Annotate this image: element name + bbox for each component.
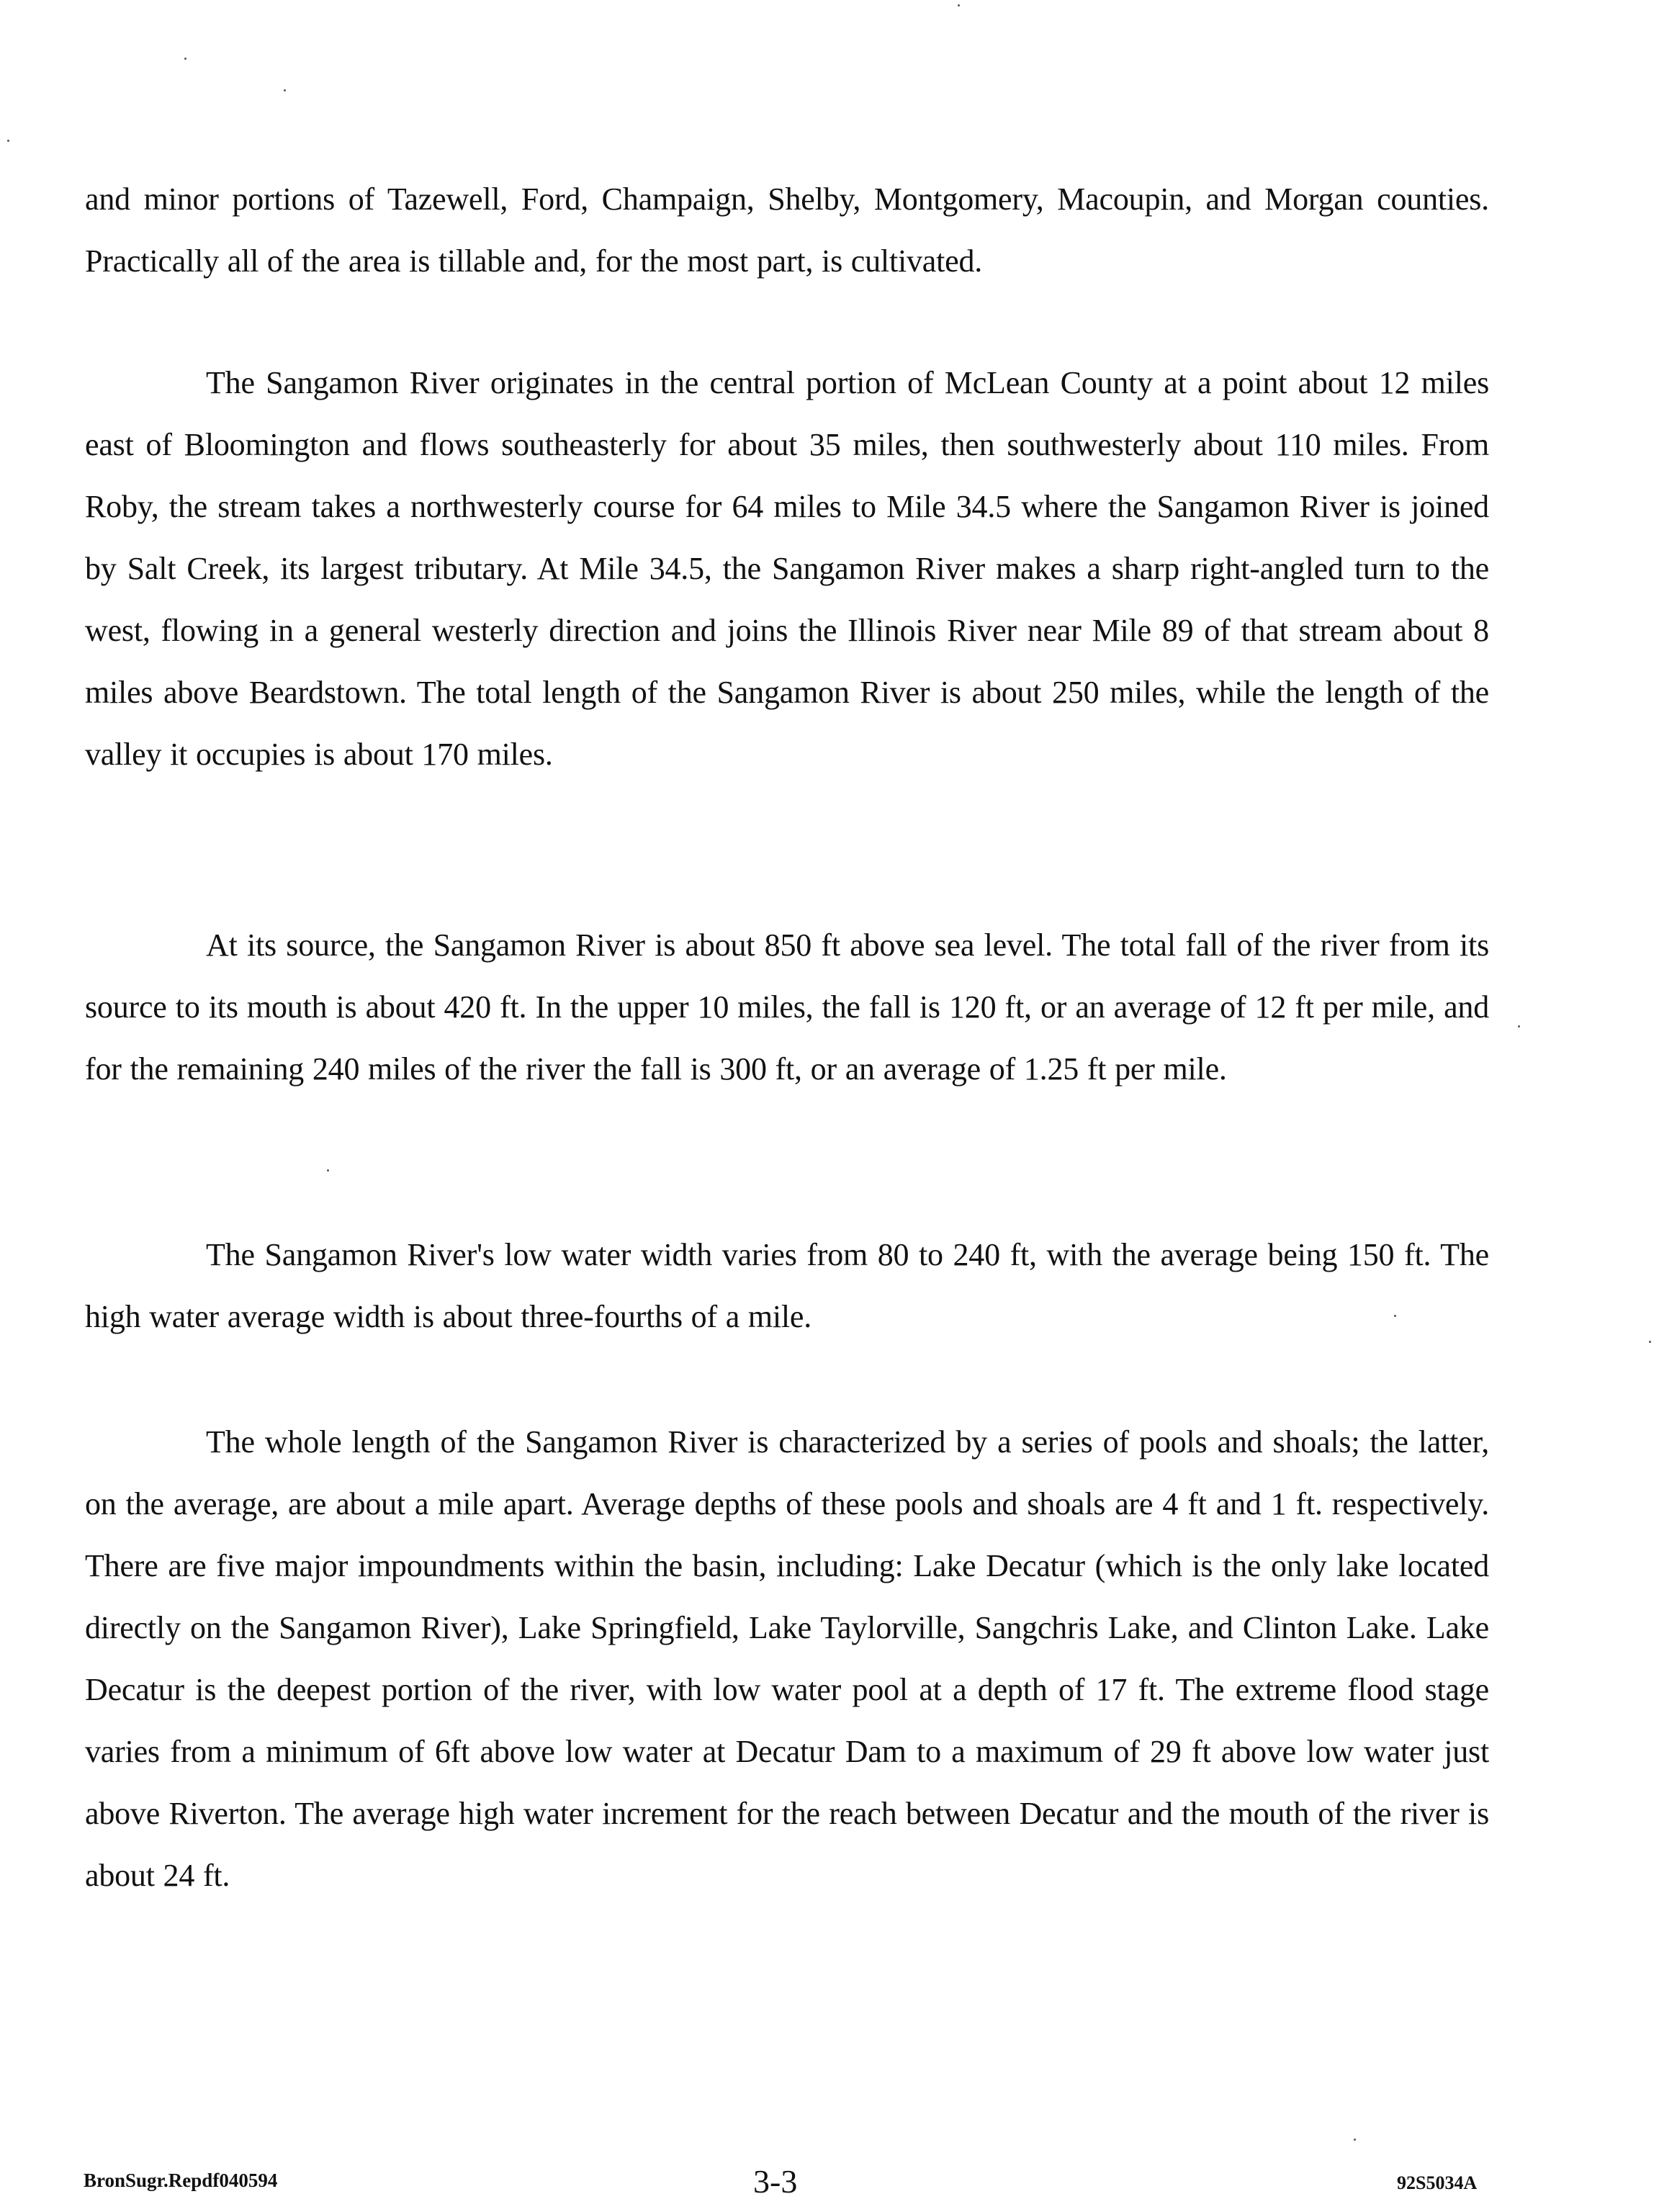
footer-page-number: 3-3 — [753, 2163, 798, 2200]
paragraph-2: The Sangamon River originates in the central portion of McLean County at a point about 12 miles east of Bloomington and flows southeasterly for about 35 miles, then southwesterly about 110 miles. From Roby, the stream takes a northwesterly course for 64 miles to Mile 34.5 where the Sangamon River is joined by Salt Creek, its largest tributary. At Mile 34.5, the Sangamon River makes a sharp right-angled turn to the west, flowing in a general westerly direction and joins the Illinois River near Mile 89 of that stream about 8 miles above Beardstown. The total length of the Sangamon River is about 250 miles, while the length of the valley it occupies is about 170 miles. — [85, 365, 1489, 772]
paragraph-1: and minor portions of Tazewell, Ford, Champaign, Shelby, Montgomery, Macoupin, and Morgan counties. Practically all of the area is tillable and, for the most part, is cultivated. — [85, 181, 1489, 279]
scan-speck — [7, 140, 9, 142]
scan-speck — [1394, 1315, 1396, 1317]
footer-document-id: 92S5034A — [1397, 2172, 1478, 2193]
scan-speck — [184, 58, 186, 60]
paragraph-3: At its source, the Sangamon River is about 850 ft above sea level. The total fall of the river from its source to its mouth is about 420 ft. In the upper 10 miles, the fall is 120 ft, or an average of 12 ft per mile, and for the remaining 240 miles of the river the fall is 300 ft, or an average of 1.25 ft per mile. — [85, 927, 1489, 1087]
scan-speck — [1354, 2139, 1356, 2141]
scan-speck — [1649, 1341, 1651, 1343]
scan-speck — [958, 4, 960, 6]
scan-speck — [1518, 1025, 1520, 1028]
scan-speck — [284, 89, 286, 91]
paragraph-4: The Sangamon River's low water width varies from 80 to 240 ft, with the average being 150 ft. The high water average width is about three-fourths of a mile. — [85, 1237, 1489, 1334]
footer-file-reference: BronSugr.Repdf040594 — [84, 2170, 278, 2191]
paragraph-5: The whole length of the Sangamon River is characterized by a series of pools and shoals; the latter, on the average, are about a mile apart. Average depths of these pools and shoals are 4 ft and 1 ft. respectively. There are five major impoundments within the basin, including: Lake Decatur (which is the only lake located directly on the Sangamon River), Lake Springfield, Lake Taylorville, Sangchris Lake, and Clinton Lake. Lake Decatur is the deepest portion of the river, with low water pool at a depth of 17 ft. The extreme flood stage varies from a minimum of 6ft above low water at Decatur Dam to a maximum of 29 ft above low water just above Riverton. The average high water increment for the reach between Decatur and the mouth of the river is about 24 ft. — [85, 1424, 1489, 1893]
scan-speck — [327, 1169, 329, 1172]
